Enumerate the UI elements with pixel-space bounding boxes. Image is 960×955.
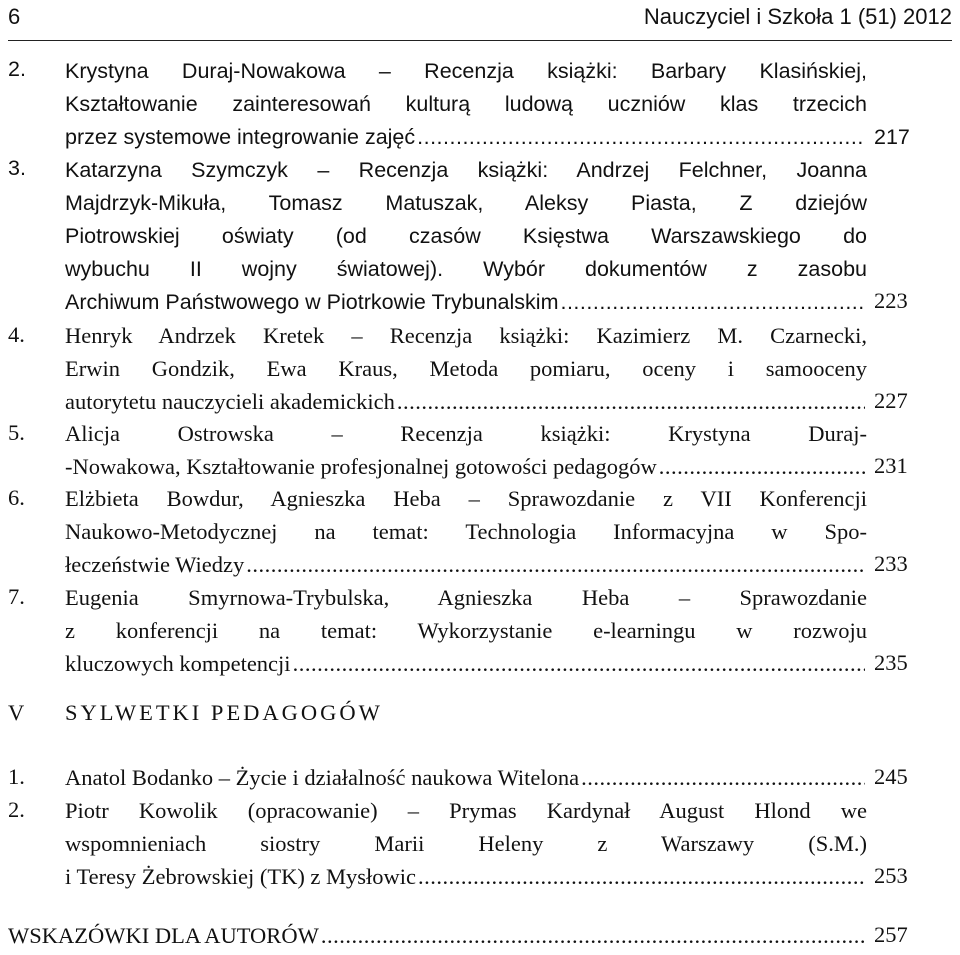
entry-line: wspomnieniach siostry Marii Heleny z Warszawy (S.M.) (65, 831, 867, 856)
page-reference: 233 (874, 551, 908, 576)
page-number: 6 (8, 4, 21, 29)
leader-dots (581, 762, 865, 794)
entry-text: łeczeństwie Wiedzy (65, 552, 245, 577)
entry-line: Henryk Andrzek Kretek – Recenzja książki: Kazimierz M. Czarnecki, (65, 323, 867, 348)
entry-last-line (65, 286, 867, 318)
entry-number: 7. (8, 584, 25, 609)
entry-text: kluczowych kompetencji (65, 651, 291, 676)
entry-last-line (65, 386, 867, 418)
page-reference: 253 (874, 863, 908, 888)
entry-text: WSKAZÓWKI DLA AUTORÓW (8, 923, 319, 948)
page-reference: 231 (874, 453, 908, 478)
leader-dots (321, 920, 865, 952)
entry-line: Majdrzyk-Mikuła, Tomasz Matuszak, Aleksy Piasta, Z dziejów (65, 191, 867, 215)
entry-line: Piotrowskiej oświaty (od czasów Księstwa Warszawskiego do (65, 224, 867, 248)
section-number: V (8, 700, 25, 725)
entry-line: wybuchu II wojny światowej). Wybór dokumentów z zasobu (65, 257, 867, 281)
page-reference: 217 (874, 125, 910, 149)
entry-last-line (8, 920, 867, 952)
page-reference: 223 (874, 288, 908, 313)
entry-text: i Teresy Żebrowskiej (TK) z Mysłowic (65, 864, 417, 889)
entry-number: 2. (8, 57, 26, 81)
entry-line: Alicja Ostrowska – Recenzja książki: Krystyna Duraj- (65, 421, 867, 446)
entry-last-line (65, 451, 867, 483)
entry-line: Krystyna Duraj-Nowakowa – Recenzja książki: Barbary Klasińskiej, (65, 59, 867, 83)
entry-last-line (65, 549, 867, 581)
section-title: SYLWETKI PEDAGOGÓW (65, 700, 383, 725)
entry-text: Archiwum Państwowego w Piotrkowie Trybunalskim (65, 290, 559, 314)
entry-last-line (65, 648, 867, 680)
leader-dots (246, 549, 865, 581)
running-header (8, 2, 952, 41)
entry-line: Katarzyna Szymczyk – Recenzja książki: Andrzej Felchner, Joanna (65, 158, 867, 182)
entry-number: 4. (8, 322, 25, 347)
entry-last-line (65, 121, 867, 153)
page-reference: 245 (874, 764, 908, 789)
entry-number: 1. (8, 764, 25, 789)
leader-dots (293, 648, 865, 680)
page-reference: 227 (874, 388, 908, 413)
entry-line: Piotr Kowolik (opracowanie) – Prymas Kardynał August Hlond we (65, 798, 867, 823)
entry-number: 3. (8, 156, 26, 180)
leader-dots (418, 861, 865, 893)
entry-text: autorytetu nauczycieli akademickich (65, 389, 395, 414)
entry-text: Anatol Bodanko – Życie i działalność naukowa Witelona (65, 765, 580, 790)
entry-line: Eugenia Smyrnowa-Trybulska, Agnieszka Heba – Sprawozdanie (65, 585, 867, 610)
leader-dots (659, 451, 865, 483)
entry-line: Kształtowanie zainteresowań kulturą ludową uczniów klas trzecich (65, 92, 867, 116)
entry-last-line (65, 762, 867, 794)
entry-number: 6. (8, 485, 25, 510)
entry-text: przez systemowe integrowanie zajęć (65, 125, 416, 149)
page-reference: 257 (874, 922, 908, 947)
page-reference: 235 (874, 650, 908, 675)
entry-last-line (65, 861, 867, 893)
journal-title: Nauczyciel i Szkoła 1 (51) 2012 (643, 4, 952, 29)
entry-text: -Nowakowa, Kształtowanie profesjonalnej gotowości pedagogów (65, 454, 657, 479)
leader-dots (397, 386, 865, 418)
entry-line: Elżbieta Bowdur, Agnieszka Heba – Sprawozdanie z VII Konferencji (65, 486, 867, 511)
leader-dots (560, 286, 865, 318)
entry-number: 5. (8, 420, 25, 445)
leader-dots (417, 121, 865, 153)
entry-line: Erwin Gondzik, Ewa Kraus, Metoda pomiaru, oceny i samooceny (65, 356, 867, 381)
entry-number: 2. (8, 797, 25, 822)
entry-line: Naukowo-Metodycznej na temat: Technologia Informacyjna w Spo- (65, 519, 867, 544)
entry-line: z konferencji na temat: Wykorzystanie e-learningu w rozwoju (65, 618, 867, 643)
